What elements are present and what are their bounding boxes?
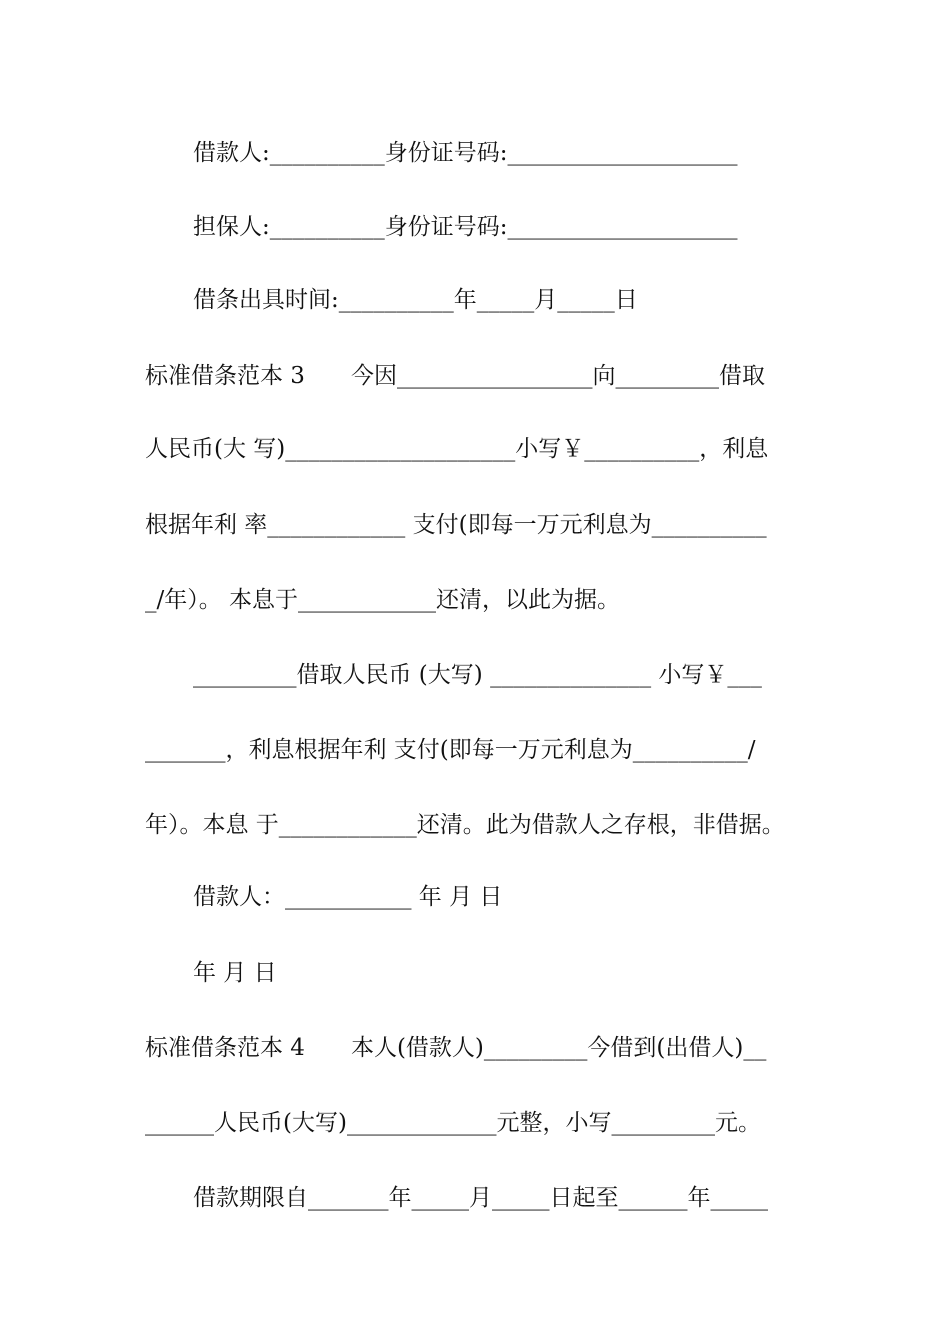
issue-date-line: 借条出具时间:__________年_____月_____日	[193, 287, 638, 313]
stub-amount-line: _________借取人民币 (大写) ______________ 小写￥___	[193, 662, 762, 688]
stub-repayment-line: 年）。本息 于____________还清。此为借款人之存根，非借据。	[145, 812, 785, 838]
repayment-line: _/年）。 本息于____________还清，以此为据。	[145, 587, 621, 613]
template-4-amount-line: ______人民币(大写)_____________元整，小写_________元。	[145, 1110, 761, 1136]
borrower-signature-line: 借款人：___________ 年 月 日	[193, 884, 503, 910]
guarantor-id-line: 担保人:__________身份证号码:____________________	[193, 214, 738, 240]
date-line: 年 月 日	[193, 960, 277, 986]
amount-interest-line: 人民币(大 写)____________________小写￥__________，利息	[145, 436, 769, 462]
template-3-heading-line: 标准借条范本 3 今因_________________向_________借取	[145, 363, 765, 389]
loan-period-line: 借款期限自_______年_____月_____日起至______年_____	[193, 1185, 768, 1211]
borrower-id-line: 借款人:__________身份证号码:____________________	[193, 140, 738, 166]
stub-interest-line: _______，利息根据年利 支付(即每一万元利息为__________/	[145, 737, 756, 763]
template-4-heading-line: 标准借条范本 4 本人(借款人)_________今借到(出借人)__	[145, 1035, 767, 1061]
interest-rate-line: 根据年利 率____________ 支付(即每一万元利息为__________	[145, 512, 767, 538]
